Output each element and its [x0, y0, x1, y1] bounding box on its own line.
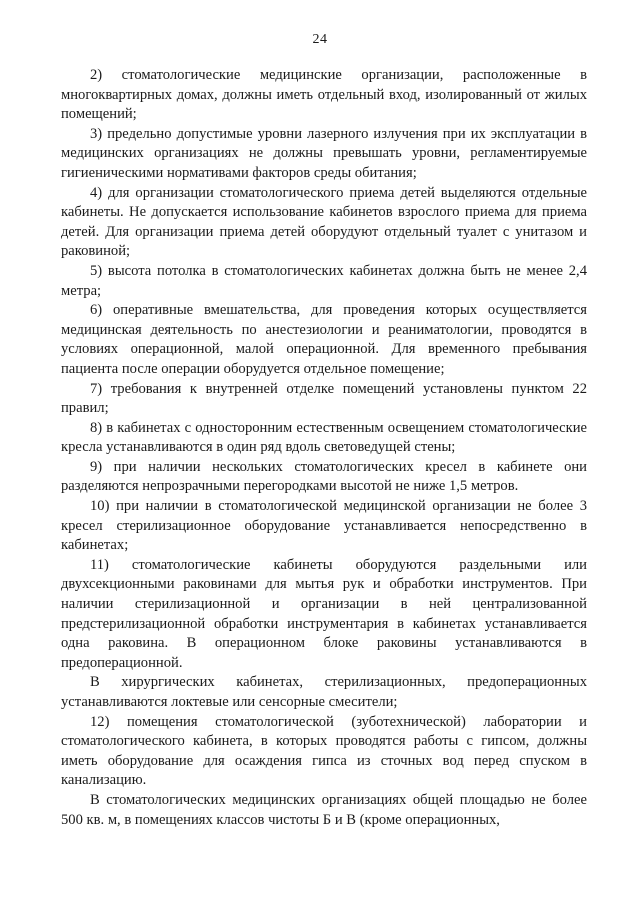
paragraph-item-4: 4) для организации стоматологического приема детей выделяются отдельные кабинеты. Не допускается использование кабинетов взрослого приема для приема детей. Для организации приема детей оборудуют отдельный туалет с унитазом и раковиной;	[61, 184, 587, 260]
paragraph-item-2: 2) стоматологические медицинские организации, расположенные в многоквартирных домах, должны иметь отдельный вход, изолированный от жилых помещений;	[61, 67, 587, 123]
paragraph-item-5: 5) высота потолка в стоматологических кабинетах должна быть не менее 2,4 метра;	[61, 262, 587, 299]
page-number: 24	[312, 32, 328, 47]
paragraph-small-organizations: В стоматологических медицинских организациях общей площадью не более 500 кв. м, в помещениях классов чистоты Б и В (кроме операционных,	[61, 791, 587, 828]
paragraph-surgical-mixers: В хирургических кабинетах, стерилизационных, предоперационных устанавливаются локтевые или сенсорные смесители;	[61, 674, 587, 710]
document-body	[61, 66, 587, 830]
paragraph-item-8: 8) в кабинетах с односторонним естественным освещением стоматологические кресла устанавливаются в один ряд вдоль световедущей стены;	[61, 419, 587, 456]
paragraph-item-10: 10) при наличии в стоматологической медицинской организации не более 3 кресел стерилизационное оборудование устанавливается непосредственно в кабинетах;	[61, 498, 587, 554]
paragraph-item-11: 11) стоматологические кабинеты оборудуются раздельными или двухсекционными раковинами для мытья рук и обработки инструментов. При наличии стерилизационной и организации в ней централизованной предстерилизационной обработки инструментария в кабинетах устанавливается одна раковина. В операционном блоке раковины устанавливаются в предоперационной.	[61, 556, 587, 671]
paragraph-item-12: 12) помещения стоматологической (зуботехнической) лаборатории и стоматологического кабинета, в которых проводятся работы с гипсом, должны иметь оборудование для осаждения гипса из сточных вод перед спуском в канализацию.	[61, 713, 587, 789]
paragraph-item-3: 3) предельно допустимые уровни лазерного излучения при их эксплуатации в медицинских организациях не должны превышать уровни, регламентируемые гигиеническими нормативами факторов среды обитания;	[61, 125, 587, 181]
paragraph-item-9: 9) при наличии нескольких стоматологических кресел в кабинете они разделяются непрозрачными перегородками высотой не ниже 1,5 метров.	[61, 458, 587, 495]
paragraph-item-7: 7) требования к внутренней отделке помещений установлены пунктом 22 правил;	[61, 380, 587, 417]
paragraph-item-6: 6) оперативные вмешательства, для проведения которых осуществляется медицинская деятельность по анестезиологии и реаниматологии, проводятся в условиях операционной, малой операционной. Для временного пребывания пациента после операции оборудуется отдельное помещение;	[61, 302, 587, 377]
